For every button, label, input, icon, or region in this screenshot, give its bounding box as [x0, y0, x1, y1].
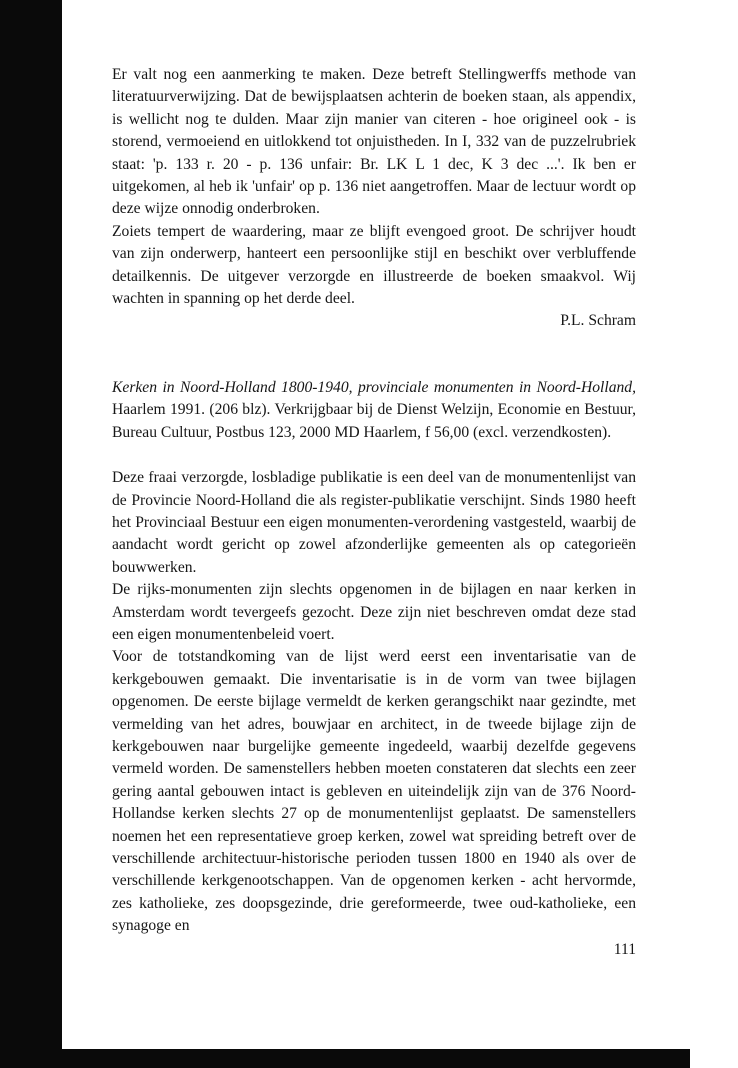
section-spacer [112, 333, 636, 377]
page-content [112, 64, 636, 938]
review1-paragraph-2: Zoiets tempert de waardering, maar ze blijft evengoed groot. De schrijver houdt van zijn onderwerp, hanteert een persoonlijke stijl en beschikt over verbluffende detailkennis. De uitgever verzorgde en illustreerde de boeken smaakvol. Wij wachten in spanning op het derde deel. [112, 222, 636, 308]
review2-paragraph-3: Voor de totstandkoming van de lijst werd eerst een inventarisatie van de kerkgebouwen gemaakt. Die inventarisatie is in de vorm van twee bijlagen opgenomen. De eerste bijlage vermeldt de kerken gerangschikt naar gezindte, met vermelding van het adres, bouwjaar en architect, in de tweede bijlage zijn de kerkgebouwen naar burgelijke gemeente ingedeeld, waarbij dezelfde gegevens vermeld worden. De samenstellers hebben moeten constateren dat slechts een zeer gering aantal gebouwen intact is gebleven en uiteindelijk zijn van de 376 Noord-Hollandse kerken slechts 27 op de monumentenlijst geplaatst. De samenstellers noemen het een representatieve groep kerken, zowel wat spreiding betreft over de verschillende architectuur-historische perioden tussen 1800 en 1940 als over de verschillende kerkgenootschappen. Van de opgenomen kerken - acht hervormde, zes katholieke, zes doopsgezinde, drie gereformeerde, twee oud-katholieke, een synagoge en [112, 648, 636, 935]
page-number: 111 [613, 941, 636, 958]
scan-border-bottom [62, 1049, 690, 1068]
review2-book-details: Haarlem 1991. (206 blz). Verkrijgbaar bij de Dienst Welzijn, Economie en Bestuur, Bureau Cultuur, Postbus 123, 2000 MD Haarlem, f 56,00 (excl. verzendkosten). [112, 401, 636, 441]
review2-paragraph-1: Deze fraai verzorgde, losbladige publikatie is een deel van de monumentenlijst van de Provincie Noord-Holland die als register-publikatie verschijnt. Sinds 1980 heeft het Provinciaal Bestuur een eigen monumenten-verordening vastgesteld, waarbij de aandacht wordt gericht op zowel afzonderlijke gemeenten als op categorieën bouwwerken. [112, 469, 636, 576]
scan-border-left [0, 0, 62, 1068]
review2-paragraph-2: De rijks-monumenten zijn slechts opgenomen in de bijlagen en naar kerken in Amsterdam wordt tevergeefs gezocht. Deze zijn niet beschreven omdat deze stad een eigen monumentenbeleid voert. [112, 581, 636, 643]
paragraph-spacer [112, 444, 636, 467]
review2-book-title: Kerken in Noord-Holland 1800-1940, provinciale monumenten in Noord-Holland, [112, 378, 636, 396]
review1-signature: P.L. Schram [560, 312, 636, 330]
review2-book-reference [112, 377, 636, 444]
review1-paragraph-1: Er valt nog een aanmerking te maken. Deze betreft Stellingwerffs methode van literatuurverwijzing. Dat de bewijsplaatsen achterin de boeken staan, als appendix, is wellicht nog te dulden. Maar zijn manier van citeren - hoe origineel ook - is storend, vermoeiend en uitlokkend tot onjuistheden. In I, 332 van de puzzelrubriek staat: 'p. 133 r. 20 - p. 136 unfair: Br. LK L 1 dec, K 3 dec ...'. Ik ben er uitgekomen, al heb ik 'unfair' op p. 136 niet aangetroffen. Maar de lectuur wordt op deze wijze onnodig onderbroken. [112, 66, 636, 218]
